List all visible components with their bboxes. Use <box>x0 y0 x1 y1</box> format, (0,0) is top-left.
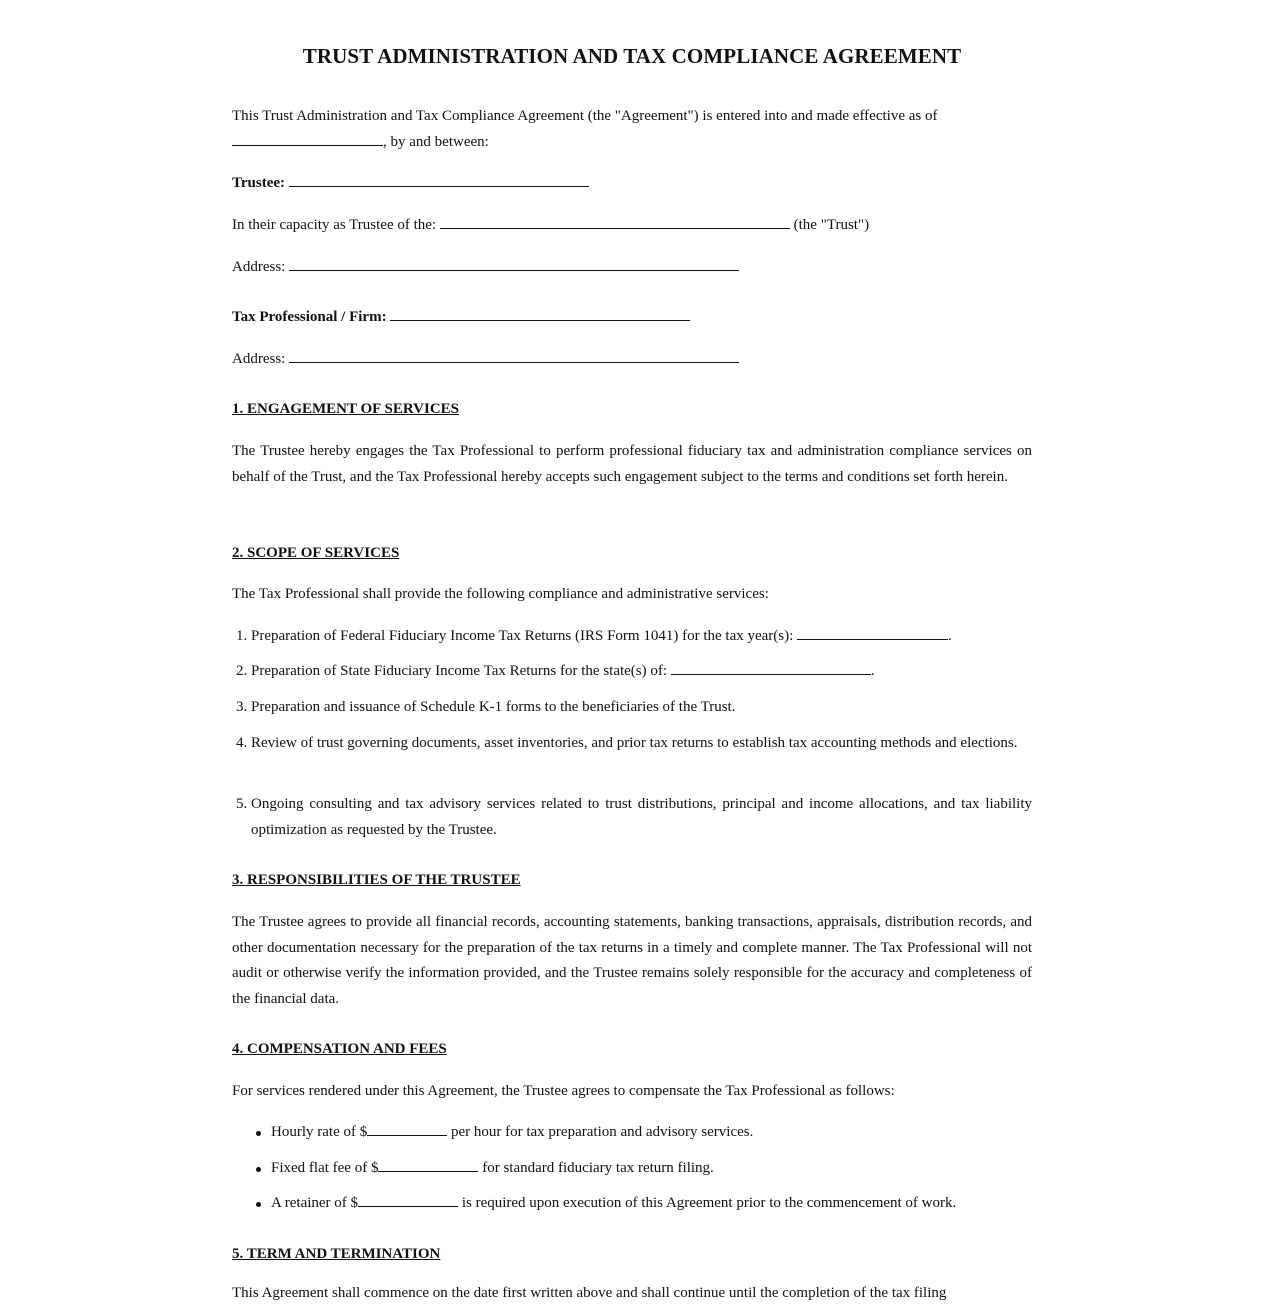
list-item <box>232 624 1032 650</box>
bullet-item <box>232 1120 1032 1146</box>
list-item-text: Review of trust governing documents, asset inventories, and prior tax returns to establish tax accounting methods and elections. <box>251 735 1018 751</box>
intro-text: This Trust Administration and Tax Compliance Agreement (the "Agreement") is entered into and made effective as of <box>232 108 938 124</box>
capacity-line <box>232 213 869 239</box>
bullet-prefix: A retainer of $ <box>271 1195 359 1211</box>
trustee-address-blank[interactable] <box>289 255 739 271</box>
capacity-suffix: (the "Trust") <box>793 217 870 233</box>
tax-pro-address-label: Address: <box>232 351 286 367</box>
bullet-dot-icon <box>256 1167 261 1172</box>
section-3-heading: 3. RESPONSIBILITIES OF THE TRUSTEE <box>232 872 521 888</box>
section-2-intro: The Tax Professional shall provide the following compliance and administrative services: <box>232 586 769 602</box>
effective-date-blank[interactable] <box>232 130 383 146</box>
intro-text-end: , by and between: <box>383 133 489 150</box>
bullet-suffix: for standard fiduciary tax return filing. <box>478 1160 714 1176</box>
bullet-prefix: Fixed flat fee of $ <box>271 1160 379 1176</box>
bullet-prefix: Hourly rate of $ <box>271 1124 368 1140</box>
intro-paragraph <box>232 104 1032 155</box>
section-1-body: The Trustee hereby engages the Tax Professional to perform professional fiduciary tax and administration compliance services on behalf of the Trust, and the Tax Professional hereby accepts such engagement subject to the terms and conditions set forth herein. <box>232 443 1032 485</box>
trustee-name-blank[interactable] <box>289 171 589 187</box>
tax-years-blank[interactable] <box>797 624 948 640</box>
bullet-dot-icon <box>256 1131 261 1136</box>
retainer-blank[interactable] <box>358 1191 458 1207</box>
section-2-heading: 2. SCOPE OF SERVICES <box>232 545 400 561</box>
tax-pro-name-blank[interactable] <box>390 305 690 321</box>
trustee-address-label: Address: <box>232 259 286 275</box>
list-item-suffix: . <box>948 628 952 644</box>
section-5-heading: 5. TERM AND TERMINATION <box>232 1246 441 1262</box>
list-item-text: Preparation of State Fiduciary Income Tax Returns for the state(s) of: <box>251 663 668 679</box>
list-item-number: 2. <box>236 663 248 679</box>
list-item <box>232 792 1032 843</box>
list-item <box>232 731 1032 757</box>
list-item-number: 3. <box>236 699 248 715</box>
section-4-heading: 4. COMPENSATION AND FEES <box>232 1041 447 1057</box>
tax-pro-address-line <box>232 347 739 373</box>
list-item-text: Ongoing consulting and tax advisory services related to trust distributions, principal and income allocations, and tax liability optimization as requested by the Trustee. <box>251 796 1032 838</box>
bullet-item <box>232 1156 1032 1182</box>
list-item-text: Preparation of Federal Fiduciary Income Tax Returns (IRS Form 1041) for the tax year(s): <box>251 628 794 644</box>
list-item-number: 1. <box>236 628 248 644</box>
section-4-intro: For services rendered under this Agreement, the Trustee agrees to compensate the Tax Professional as follows: <box>232 1083 895 1099</box>
document-title: TRUST ADMINISTRATION AND TAX COMPLIANCE AGREEMENT <box>302 44 962 68</box>
hourly-rate-blank[interactable] <box>367 1120 447 1136</box>
trustee-address-line <box>232 255 739 281</box>
section-1-heading: 1. ENGAGEMENT OF SERVICES <box>232 401 460 417</box>
bullet-suffix: is required upon execution of this Agreement prior to the commencement of work. <box>458 1195 957 1211</box>
bullet-dot-icon <box>256 1202 261 1207</box>
flat-fee-blank[interactable] <box>378 1156 478 1172</box>
list-item-number: 5. <box>236 796 248 812</box>
capacity-label: In their capacity as Trustee of the: <box>232 217 437 233</box>
section-5-body: This Agreement shall commence on the date first written above and shall continue until the completion of the tax filing <box>232 1285 947 1301</box>
tax-pro-line <box>232 305 690 331</box>
list-item <box>232 695 1032 721</box>
list-item-text: Preparation and issuance of Schedule K-1 forms to the beneficiaries of the Trust. <box>251 699 736 715</box>
section-3-body: The Trustee agrees to provide all financial records, accounting statements, banking transactions, appraisals, distribution records, and other documentation necessary for the preparation of the tax returns in a timely and complete manner. The Tax Professional will not audit or otherwise verify the information provided, and the Trustee remains solely responsible for the accuracy and completeness of the financial data. <box>232 914 1032 1007</box>
list-item <box>232 659 1032 685</box>
trustee-label: Trustee: <box>232 175 286 191</box>
list-item-suffix: . <box>870 663 875 679</box>
tax-pro-address-blank[interactable] <box>289 347 739 363</box>
bullet-item <box>232 1191 1032 1217</box>
trust-name-blank[interactable] <box>440 213 790 229</box>
list-item-number: 4. <box>236 735 248 751</box>
tax-pro-label: Tax Professional / Firm: <box>232 309 387 325</box>
trustee-line <box>232 171 589 197</box>
bullet-suffix: per hour for tax preparation and advisory services. <box>447 1124 754 1140</box>
states-blank[interactable] <box>671 659 871 675</box>
